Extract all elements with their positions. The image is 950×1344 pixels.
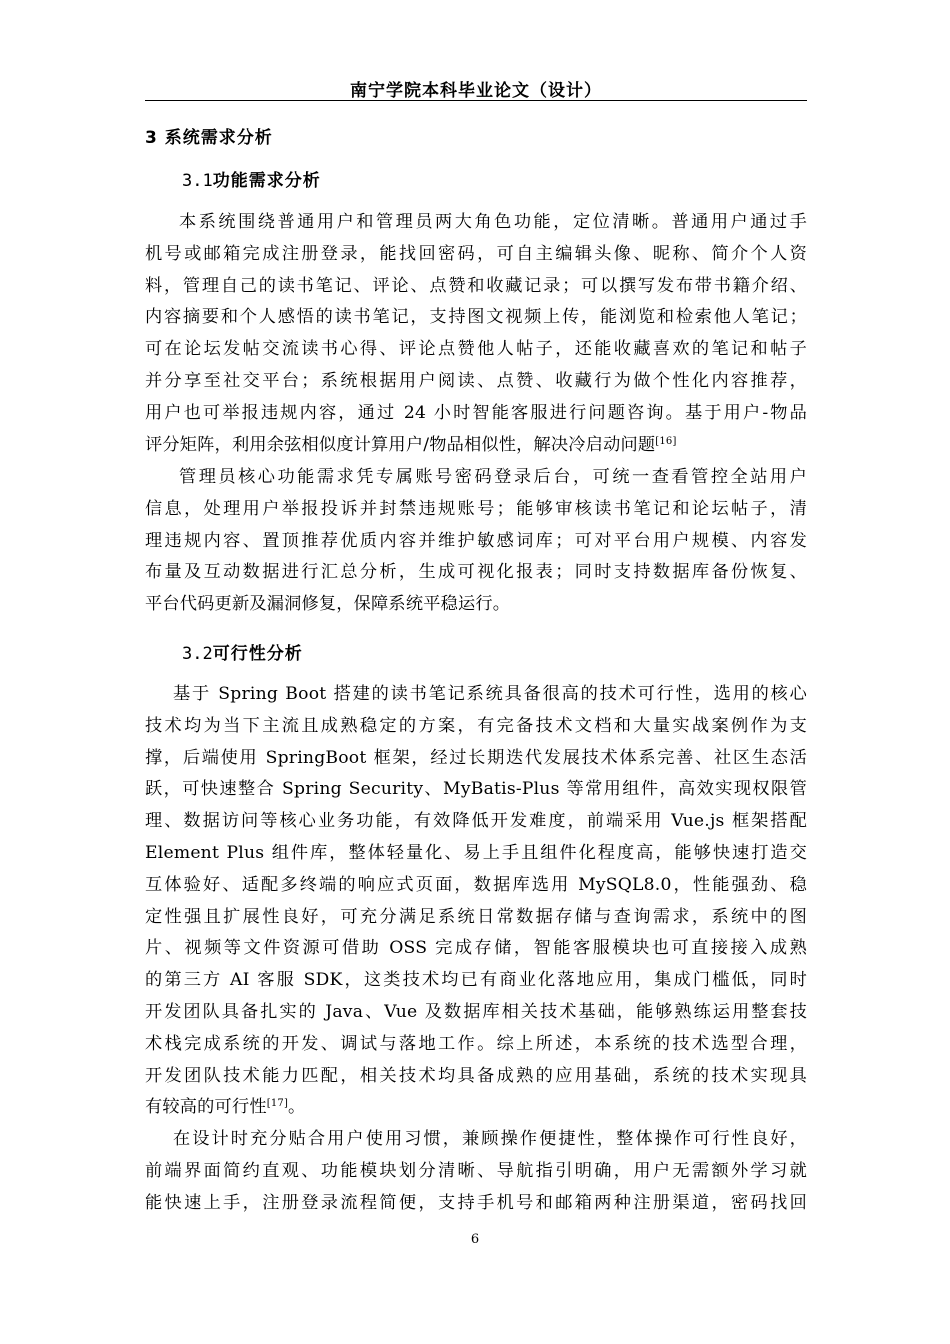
subsection-heading-3-1 — [182, 166, 321, 191]
text-line: 跃，可快速整合 Spring Security、MyBatis-Plus 等常用组件，高效实现权限管 — [145, 779, 807, 800]
text-line — [145, 430, 807, 462]
text-line: 开发团队技术能力匹配，相关技术均具备成熟的应用基础，系统的技术实现具 — [145, 1065, 807, 1086]
paragraph-technical-feasibility — [145, 679, 807, 1124]
text-line: 本系统围绕普通用户和管理员两大角色功能，定位清晰。普通用户通过手 — [179, 212, 807, 232]
text-line: 片、视频等文件资源可借助 OSS 完成存储，智能客服模块也可直接接入成熟 — [145, 938, 807, 959]
text-line: 理违规内容、置顶推荐优质内容并维护敏感词库；可对平台用户规模、内容发 — [145, 530, 807, 551]
text-line: 互体验好、适配多终端的响应式页面，数据库选用 MySQL8.0，性能强劲、稳 — [145, 874, 807, 895]
text-line: 定性强且扩展性良好，可充分满足系统日常数据存储与查询需求，系统中的图 — [145, 906, 807, 927]
text-line: 术栈完成系统的开发、调试与落地工作。综上所述，本系统的技术选型合理， — [145, 1033, 807, 1054]
text-line: 开发团队具备扎实的 Java、Vue 及数据库相关技术基础，能够熟练运用整套技 — [145, 1001, 807, 1022]
page-number: 6 — [470, 1232, 480, 1247]
subsection-title: 可行性分析 — [212, 644, 303, 664]
text-line: 用户也可举报违规内容，通过 24 小时智能客服进行问题咨询。基于用户-物品 — [145, 402, 807, 423]
text-line — [145, 1092, 807, 1124]
paragraph-functional-requirements-admin — [145, 462, 807, 621]
text-line: 信息，处理用户举报投诉并封禁违规账号；能够审核读书笔记和论坛帖子，清 — [145, 498, 807, 519]
text-line: Element Plus 组件库，整体轻量化、易上手且组件化程度高，能够快速打造交 — [145, 842, 807, 863]
running-header: 南宁学院本科毕业论文（设计） — [350, 81, 602, 101]
text-line: 撑，后端使用 SpringBoot 框架，经过长期迭代发展技术体系完善、社区生态活 — [145, 747, 807, 768]
text-line: 并分享至社交平台；系统根据用户阅读、点赞、收藏行为做个性化内容推荐， — [145, 370, 807, 391]
citation: [16] — [655, 435, 677, 447]
text-line: 能快速上手，注册登录流程简便，支持手机号和邮箱两种注册渠道，密码找回 — [145, 1192, 807, 1213]
text-line: 基于 Spring Boot 搭建的读书笔记系统具备很高的技术可行性，选用的核心 — [173, 684, 807, 704]
text-line: 布量及互动数据进行汇总分析，生成可视化报表；同时支持数据库备份恢复、 — [145, 562, 807, 583]
section-title: 系统需求分析 — [164, 128, 273, 148]
text-line: 料，管理自己的读书笔记、评论、点赞和收藏记录；可以撰写发布带书籍介绍、 — [145, 275, 807, 296]
text-line: 技术均为当下主流且成熟稳定的方案，有完备技术文档和大量实战案例作为支 — [145, 715, 807, 736]
text-line: 内容摘要和个人感悟的读书笔记，支持图文视频上传，能浏览和检索他人笔记； — [145, 307, 807, 328]
section-number: 3 — [145, 128, 158, 148]
subsection-title: 功能需求分析 — [212, 171, 321, 191]
paragraph-operational-feasibility — [145, 1124, 807, 1219]
text-line: 平台代码更新及漏洞修复，保障系统平稳运行。 — [145, 594, 511, 615]
citation: [17] — [266, 1098, 289, 1110]
section-heading — [145, 123, 273, 148]
text-line-content: 有较高的可行性 — [145, 1097, 267, 1118]
text-line: 机号或邮箱完成注册登录，能找回密码，可自主编辑头像、昵称、简介个人资 — [145, 243, 807, 264]
subsection-number: 3.2 — [182, 644, 213, 664]
text-line: 管理员核心功能需求凭专属账号密码登录后台，可统一查看管控全站用户 — [179, 467, 807, 487]
text-line-tail: 。 — [288, 1097, 306, 1118]
subsection-number: 3.1 — [182, 171, 213, 191]
text-line: 可在论坛发帖交流读书心得、评论点赞他人帖子，还能收藏喜欢的笔记和帖子 — [145, 339, 807, 360]
text-line: 的第三方 AI 客服 SDK，这类技术均已有商业化落地应用，集成门槛低，同时 — [145, 970, 807, 991]
text-line: 在设计时充分贴合用户使用习惯，兼顾操作便捷性，整体操作可行性良好， — [173, 1129, 807, 1149]
text-line: 理、数据访问等核心业务功能，有效降低开发难度，前端采用 Vue.js 框架搭配 — [145, 811, 807, 832]
text-line-content: 评分矩阵，利用余弦相似度计算用户/物品相似性，解决冷启动问题 — [145, 434, 656, 455]
paragraph-functional-requirements-users — [145, 207, 807, 461]
subsection-heading-3-2 — [182, 639, 303, 664]
text-line: 前端界面简约直观、功能模块划分清晰、导航指引明确，用户无需额外学习就 — [145, 1160, 807, 1181]
header-rule — [145, 100, 807, 101]
